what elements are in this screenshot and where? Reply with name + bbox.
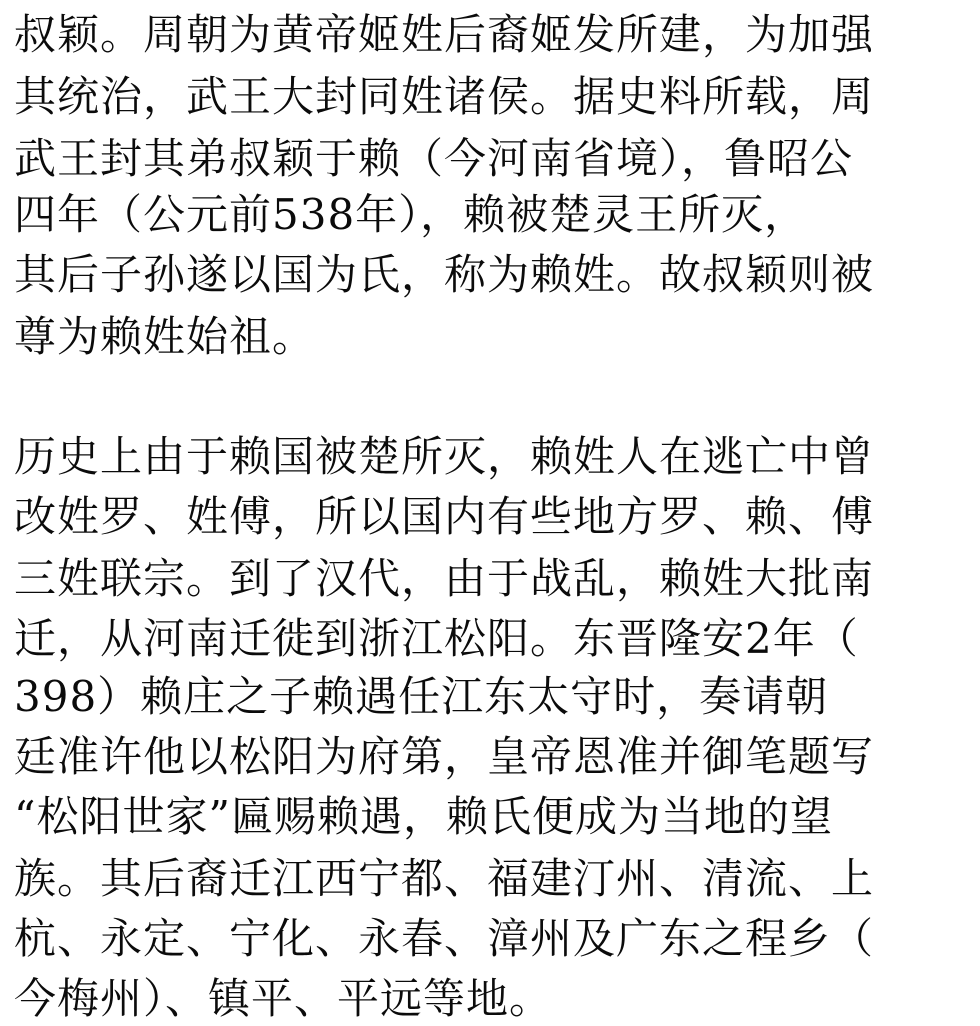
- text-line: 迁，从河南迁徙到浙江松阳。东晋隆安2年（: [14, 614, 859, 663]
- text-line: 其统治，武王大封同姓诸侯。据史料所载，周: [14, 72, 875, 121]
- text-line: 398）赖庄之子赖遇任江东太守时，奏请朝: [14, 672, 829, 721]
- text-line: 族。其后裔迁江西宁都、福建汀州、清流、上: [14, 854, 875, 903]
- text-line: 四年（公元前538年），赖被楚灵王所灭，: [14, 190, 808, 239]
- text-line: 改姓罗、姓傅，所以国内有些地方罗、赖、傅: [14, 492, 875, 541]
- text-line: “松阳世家”匾赐赖遇，赖氏便成为当地的望: [14, 792, 833, 841]
- text-line: 其后子孙遂以国为氏，称为赖姓。故叔颖则被: [14, 250, 875, 299]
- text-line: 尊为赖姓始祖。: [14, 312, 316, 361]
- text-line: 武王封其弟叔颖于赖（今河南省境），鲁昭公: [14, 134, 854, 183]
- text-line: 三姓联宗。到了汉代，由于战乱，赖姓大批南: [14, 554, 875, 603]
- text-line: 杭、永定、宁化、永春、漳州及广东之程乡（: [14, 914, 875, 963]
- text-line: 廷准许他以松阳为府第，皇帝恩准并御笔题写: [14, 732, 875, 781]
- text-line: 历史上由于赖国被楚所灭，赖姓人在逃亡中曾: [14, 432, 875, 481]
- text-line: 叔颖。周朝为黄帝姬姓后裔姬发所建，为加强: [14, 10, 875, 59]
- text-line: 今梅州）、镇平、平远等地。: [14, 974, 553, 1023]
